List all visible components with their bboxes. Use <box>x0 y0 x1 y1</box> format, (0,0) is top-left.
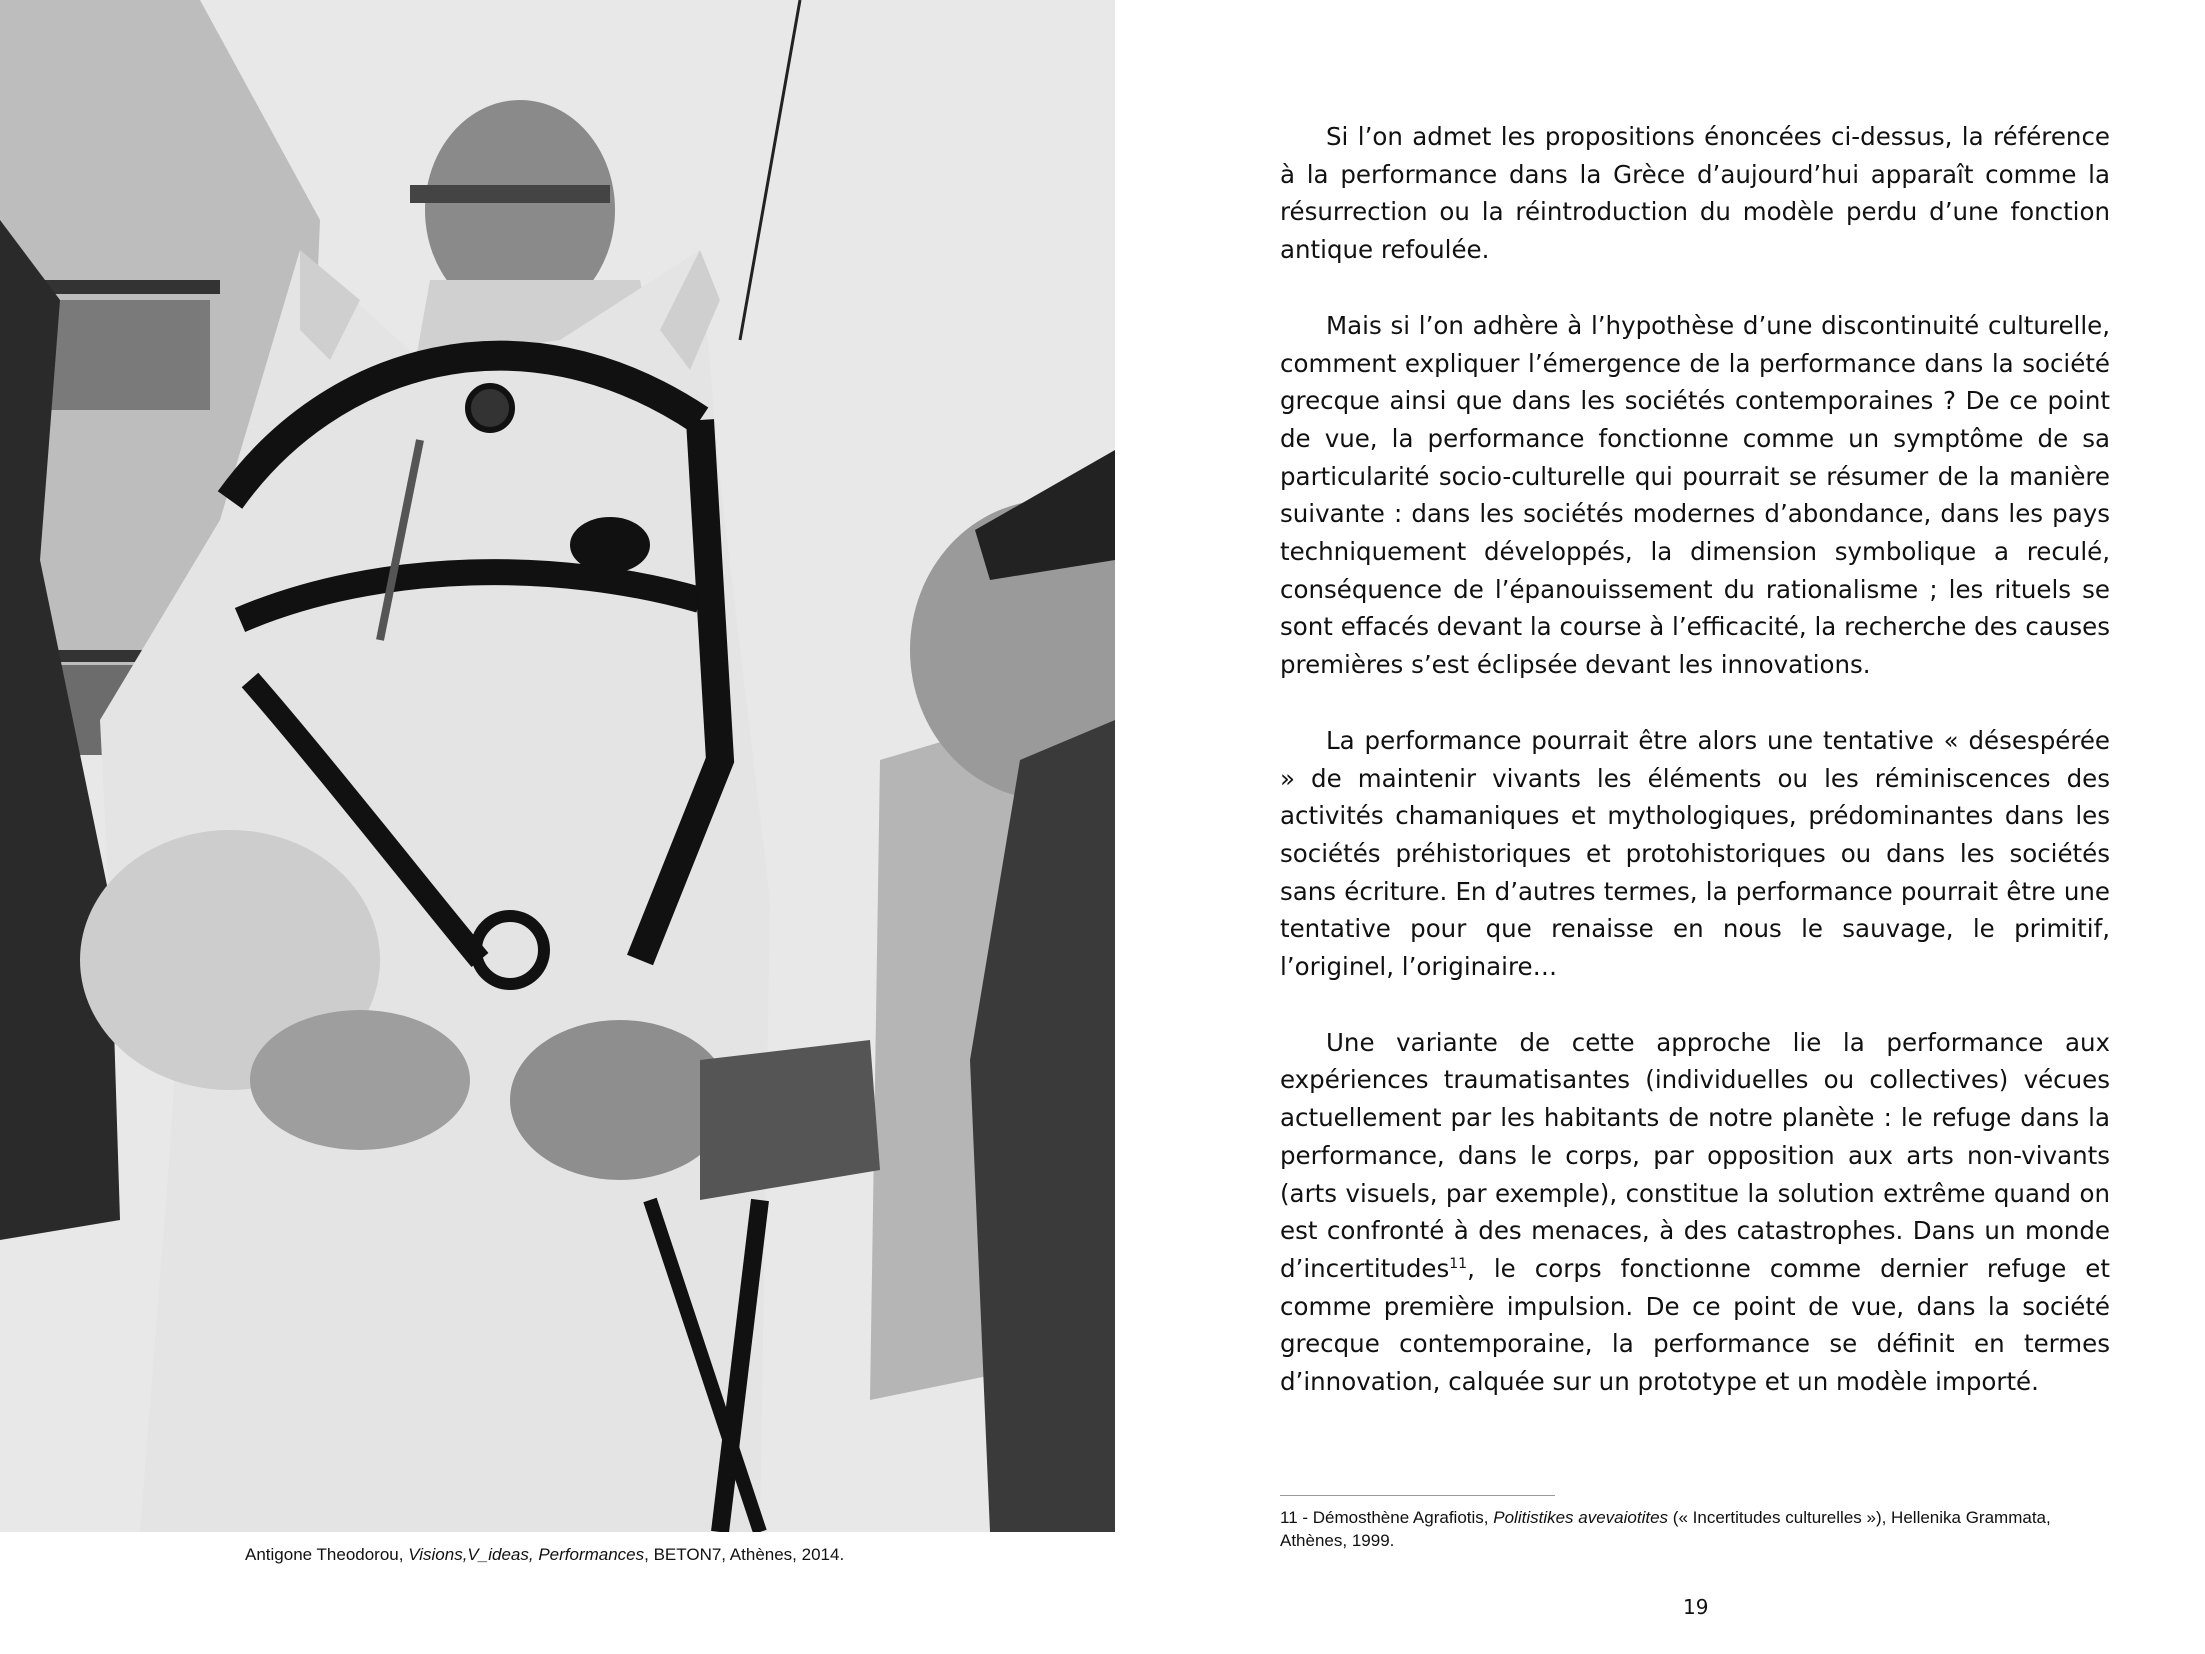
paragraph-4-text-after: , le corps fonctionne comme dernier refuge et comme première impulsion. De ce point de vue, dans la société grecque contemporaine, la performance se définit en termes d’innovation, calquée sur un prototype et un modèle importé. <box>1280 1253 2110 1397</box>
paragraph-4-text-before: Une variante de cette approche lie la performance aux expériences traumatisantes (individuelles ou collectives) vécues actuellement par les habitants de notre planète : le refuge dans la performance, dans le corps, par opposition aux arts non-vivants (arts visuels, par exemple), constitue la solution extrême quand on est confronté à des menaces, à des catastrophes. Dans un monde d’incertitudes <box>1280 1027 2110 1283</box>
caption-rest: , BETON7, Athènes, 2014. <box>644 1545 845 1564</box>
footnote-title: Politistikes avevaiotites <box>1493 1508 1669 1527</box>
paragraph-4 <box>1280 1024 2110 1401</box>
paragraph-3: La performance pourrait être alors une tentative « désespérée » de maintenir vivants les éléments ou les réminiscences des activités chamaniques et mythologiques, prédominantes dans les sociétés préhistoriques et protohistoriques ou dans les sociétés sans écriture. En d’autres termes, la performance pourrait être une tentative pour que renaisse en nous le sauvage, le primitif, l’originel, l’originaire… <box>1280 725 2110 982</box>
body-text <box>1280 118 2110 1439</box>
caption-title: Visions,V_ideas, Performances <box>408 1545 645 1564</box>
horse-photo <box>0 0 1115 1532</box>
paragraph-2: Mais si l’on adhère à l’hypothèse d’une discontinuité culturelle, comment expliquer l’émergence de la performance dans la société grecque ainsi que dans les sociétés contemporaines ? De ce point de vue, la performance fonctionne comme un symptôme de sa particularité socio-culturelle qui pourrait se résumer de la manière suivante : dans les sociétés modernes d’abondance, dans les pays techniquement développés, la dimension symbolique a reculé, conséquence de l’épanouissement du rationalisme ; les rituels se sont effacés devant la course à l’efficacité, la recherche des causes premières s’est éclipsée devant les innovations. <box>1280 310 2110 680</box>
footnote-prefix: 11 - Démosthène Agrafiotis, <box>1280 1508 1489 1527</box>
photo-caption <box>245 1545 844 1565</box>
footnote <box>1280 1506 2110 1552</box>
paragraph-1: Si l’on admet les propositions énoncées ci-dessus, la référence à la performance dans la Grèce d’aujourd’hui apparaît comme la résurrection ou la réintroduction du modèle perdu d’une fonction antique refoulée. <box>1280 122 2110 265</box>
footnote-divider <box>1280 1495 1555 1496</box>
caption-author: Antigone Theodorou, <box>245 1545 404 1564</box>
footnote-reference[interactable]: 11 <box>1449 1255 1468 1272</box>
page-number: 19 <box>1683 1595 1709 1619</box>
horse-photo-illustration <box>0 0 1115 1532</box>
footnote-rest: (« Incertitudes culturelles »), Hellenika Grammata, Athènes, 1999. <box>1280 1508 2051 1550</box>
